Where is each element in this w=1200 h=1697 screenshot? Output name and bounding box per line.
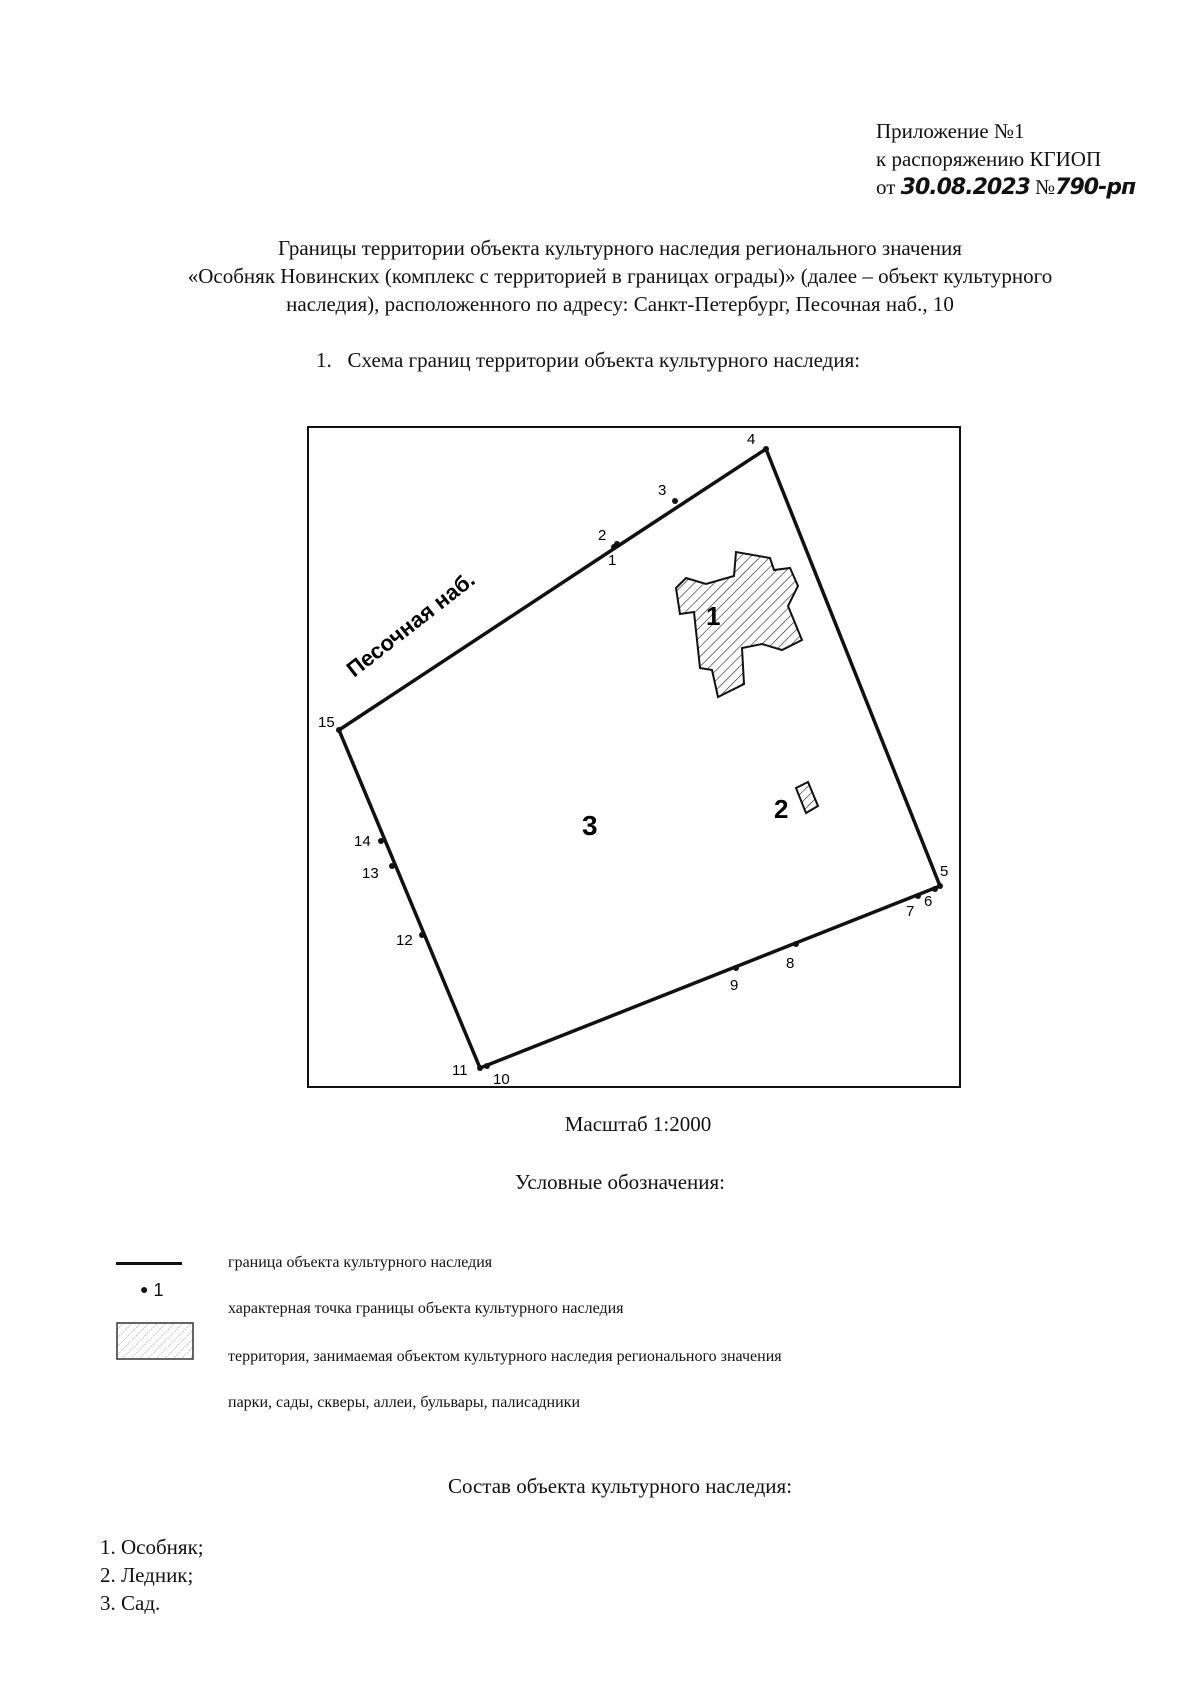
point-label-7: 7 (906, 903, 915, 920)
point-11-marker (477, 1065, 483, 1071)
object-label-2: 2 (774, 794, 789, 824)
point-label-12: 12 (396, 932, 413, 949)
legend-point-sample (140, 1280, 164, 1301)
point-label-3: 3 (658, 482, 667, 499)
point-14-marker (378, 838, 384, 844)
legend-item-territory: территория, занимаемая объектом культурного наследия регионального значения (228, 1348, 782, 1365)
icehouse-footprint (796, 782, 818, 813)
legend-heading: Условные обозначения: (514, 1170, 726, 1194)
point-label-2: 2 (598, 527, 607, 544)
point-label-13: 13 (362, 865, 379, 882)
point-label-14: 14 (354, 833, 371, 850)
map-scale: Масштаб 1:2000 (564, 1112, 712, 1136)
title-line-3: наследия), расположенного по адресу: Санкт-Петербург, Песочная наб., 10 (286, 292, 954, 316)
street-label: Песочная наб. (341, 566, 480, 682)
point-13-marker (389, 863, 395, 869)
point-9-marker (733, 965, 739, 971)
point-label-10: 10 (493, 1071, 510, 1088)
point-label-11: 11 (452, 1062, 468, 1079)
handwritten-date: 30.08.2023 (900, 175, 1030, 200)
object-label-3: 3 (582, 810, 598, 841)
point-label-5: 5 (940, 863, 949, 880)
point-3-marker (672, 498, 678, 504)
point-label-9: 9 (730, 977, 739, 994)
boundary-line (339, 449, 940, 1068)
point-2-marker (614, 541, 620, 547)
legend-item-parks: парки, сады, скверы, аллеи, бульвары, палисадники (228, 1394, 581, 1411)
mansion-footprint (676, 552, 802, 697)
legend-point-number: 1 (153, 1280, 164, 1300)
boundary-points (318, 431, 948, 1088)
number-prefix: № (1035, 175, 1056, 199)
point-4-marker (763, 446, 769, 452)
map-frame (308, 427, 960, 1087)
point-6-marker (932, 886, 938, 892)
point-10-marker (484, 1063, 490, 1069)
point-label-1: 1 (608, 552, 617, 569)
point-7-marker (915, 893, 921, 899)
legend-hatch-sample (116, 1322, 194, 1360)
point-label-4: 4 (747, 431, 756, 448)
appendix-number: Приложение №1 (876, 119, 1025, 143)
point-8-marker (793, 941, 799, 947)
legend-boundary-line (116, 1262, 182, 1265)
point-label-6: 6 (924, 893, 933, 910)
composition-item-3: 3. Сад. (100, 1591, 161, 1615)
date-prefix: от (876, 175, 896, 199)
composition-heading: Состав объекта культурного наследия: (447, 1474, 793, 1498)
appendix-order: к распоряжению КГИОП (876, 147, 1102, 171)
section-heading: 1. Схема границ территории объекта культурного наследия: (316, 348, 861, 372)
legend-item-point: характерная точка границы объекта культурного наследия (228, 1300, 624, 1317)
point-15-marker (336, 727, 342, 733)
point-12-marker (419, 932, 425, 938)
legend-dot-icon: ● (140, 1281, 149, 1297)
legend-hatch-swatch (117, 1323, 193, 1359)
object-label-1: 1 (706, 601, 721, 631)
point-label-8: 8 (786, 955, 795, 972)
composition-item-2: 2. Ледник; (100, 1563, 194, 1587)
point-label-15: 15 (318, 714, 335, 731)
point-5-marker (937, 883, 943, 889)
legend-item-boundary: граница объекта культурного наследия (228, 1254, 493, 1271)
title-line-1: Границы территории объекта культурного наследия регионального значения (278, 236, 962, 260)
composition-item-1: 1. Особняк; (100, 1535, 204, 1559)
handwritten-number: 790-рп (1055, 175, 1136, 200)
title-line-2: «Особняк Новинских (комплекс с территорией в границах ограды)» (далее – объект культурного (187, 264, 1053, 288)
